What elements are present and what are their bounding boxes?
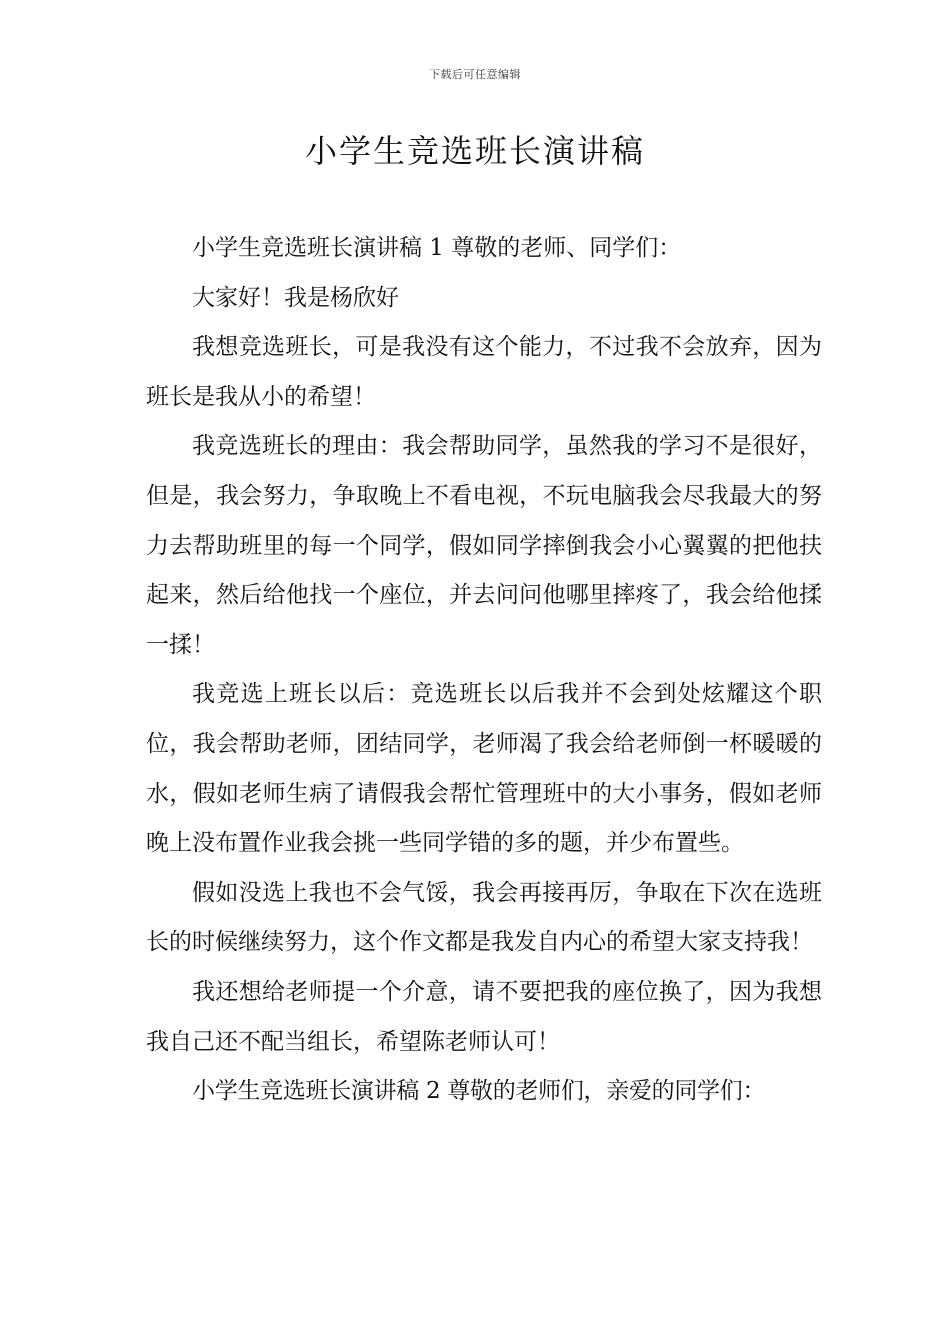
paragraph: 小学生竞选班长演讲稿 2 尊敬的老师们，亲爱的同学们：	[192, 1078, 766, 1105]
paragraph: 假如没选上我也不会气馁，我会再接再厉，争取在下次在选班长的时候继续努力，这个作文都是我发自内心的希望大家支持我！	[146, 879, 822, 956]
paragraph: 我想竞选班长，可是我没有这个能力，不过我不会放弃，因为班长是我从小的希望！	[146, 334, 822, 410]
paragraph: 大家好！我是杨欣好	[192, 284, 399, 311]
header-note: 下载后可任意编辑	[429, 68, 521, 81]
paragraph: 小学生竞选班长演讲稿 1 尊敬的老师、同学们：	[192, 235, 682, 261]
paragraph: 我竞选上班长以后：竞选班长以后我并不会到处炫耀这个职位，我会帮助老师，团结同学，老师渴了我会给老师倒一杯暖暖的水，假如老师生病了请假我会帮忙管理班中的大小事务，假如老师晚上没布置作业我会挑一些同学错的多的题，并少布置些。	[146, 681, 822, 857]
document-title: 小学生竞选班长演讲稿	[304, 132, 645, 170]
paragraph: 我竞选班长的理由：我会帮助同学，虽然我的学习不是很好，但是，我会努力，争取晚上不看电视，不玩电脑我会尽我最大的努力去帮助班里的每一个同学，假如同学摔倒我会小心翼翼的把他扶起来，然后给他找一个座位，并去问问他哪里摔疼了，我会给他揉一揉！	[146, 433, 822, 658]
document-body	[146, 224, 822, 1117]
paragraph: 我还想给老师提一个介意，请不要把我的座位换了，因为我想我自己还不配当组长，希望陈老师认可！	[146, 978, 822, 1055]
